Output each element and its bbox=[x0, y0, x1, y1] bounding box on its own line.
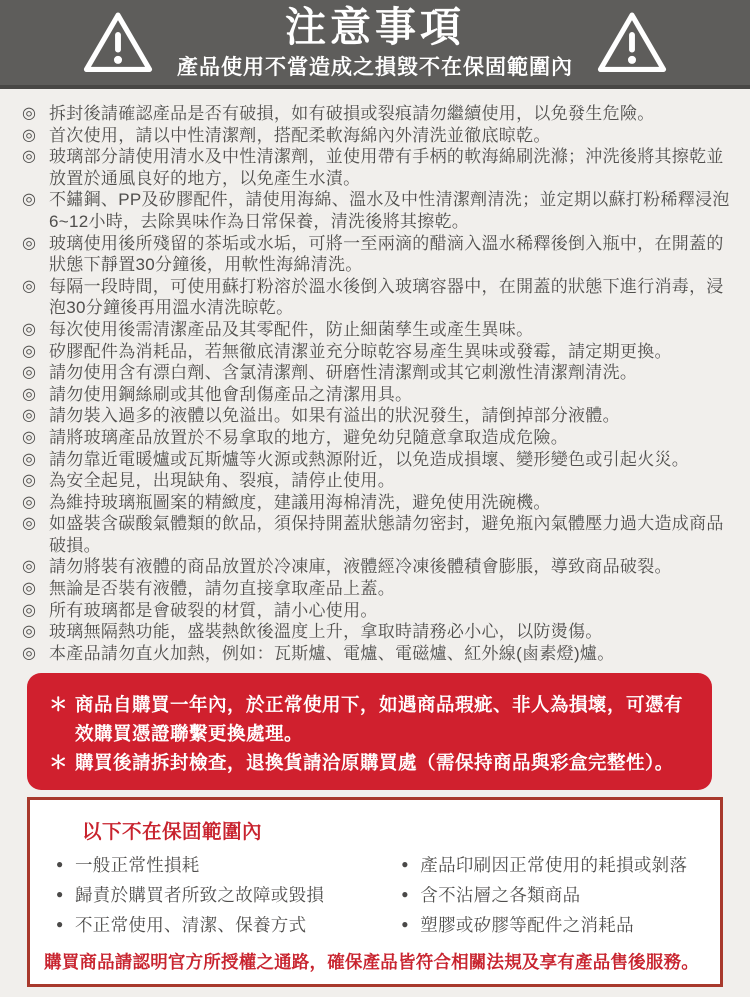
note-text: 請勿使用含有漂白劑、含氯清潔劑、研磨性清潔劑或其它刺激性清潔劑清洗。 bbox=[49, 363, 638, 383]
exclusion-text: 塑膠或矽膠等配件之消耗品 bbox=[420, 915, 634, 936]
note-text: 請將玻璃產品放置於不易拿取的地方，避免幼兒隨意拿取造成危險。 bbox=[49, 427, 568, 447]
exclusions-title: 以下不在保固範圍內 bbox=[82, 821, 263, 844]
note-item bbox=[22, 449, 732, 471]
note-item bbox=[22, 103, 732, 125]
double-circle-bullet-icon: ◎ bbox=[22, 428, 37, 446]
note-text: 首次使用，請以中性清潔劑，搭配柔軟海綿內外清洗並徹底晾乾。 bbox=[49, 125, 551, 145]
header-text-block bbox=[177, 5, 573, 81]
note-text: 請勿裝入過多的液體以免溢出。如果有溢出的狀況發生，請倒掉部分液體。 bbox=[49, 406, 620, 426]
note-text: 玻璃部分請使用清水及中性清潔劑，並使用帶有手柄的軟海綿刷洗滌；沖洗後將其擦乾並放置於通風良好的地方，以免產生水漬。 bbox=[49, 147, 724, 188]
dot-bullet-icon: ● bbox=[56, 857, 64, 872]
exclusions-box bbox=[27, 797, 723, 987]
exclusion-item bbox=[387, 850, 706, 880]
dot-bullet-icon: ● bbox=[401, 887, 409, 902]
note-item bbox=[22, 513, 732, 556]
note-text: 無論是否裝有液體，請勿直接拿取產品上蓋。 bbox=[49, 579, 395, 599]
asterisk-bullet-icon: ＊ bbox=[49, 694, 69, 716]
exclusion-text: 一般正常性損耗 bbox=[75, 855, 200, 876]
note-text: 玻璃使用後所殘留的茶垢或水垢，可將一至兩滴的醋滴入溫水稀釋後倒入瓶中，在開蓋的狀態下靜置30分鐘後，用軟性海綿清洗。 bbox=[49, 233, 724, 275]
exclusions-left-column bbox=[42, 850, 387, 940]
note-text: 每隔一段時間，可使用蘇打粉溶於溫水後倒入玻璃容器中，在開蓋的狀態下進行消毒，浸泡30分鐘後再用溫水清洗晾乾。 bbox=[49, 276, 724, 318]
double-circle-bullet-icon: ◎ bbox=[22, 644, 37, 662]
double-circle-bullet-icon: ◎ bbox=[22, 472, 37, 490]
double-circle-bullet-icon: ◎ bbox=[22, 515, 37, 533]
double-circle-bullet-icon: ◎ bbox=[22, 493, 37, 511]
note-item bbox=[22, 125, 732, 147]
note-text: 玻璃無隔熱功能，盛裝熱飲後溫度上升，拿取時請務必小心，以防燙傷。 bbox=[49, 622, 603, 642]
double-circle-bullet-icon: ◎ bbox=[22, 558, 37, 576]
note-text: 為安全起見，出現缺角、裂痕，請停止使用。 bbox=[49, 471, 395, 491]
double-circle-bullet-icon: ◎ bbox=[22, 364, 37, 382]
note-item bbox=[22, 427, 732, 449]
note-item bbox=[22, 341, 732, 363]
double-circle-bullet-icon: ◎ bbox=[22, 623, 37, 641]
warning-triangle-icon bbox=[81, 10, 155, 76]
note-item bbox=[22, 319, 732, 341]
note-item bbox=[22, 470, 732, 492]
note-item bbox=[22, 233, 732, 276]
dot-bullet-icon: ● bbox=[401, 857, 409, 872]
note-text: 請勿靠近電暖爐或瓦斯爐等火源或熱源附近，以免造成損壞、變形變色或引起火災。 bbox=[49, 449, 690, 469]
note-text: 拆封後請確認產品是否有破損，如有破損或裂痕請勿繼續使用，以免發生危險。 bbox=[49, 104, 655, 123]
note-item bbox=[22, 578, 732, 600]
exclusion-item bbox=[42, 910, 387, 940]
double-circle-bullet-icon: ◎ bbox=[22, 105, 37, 122]
note-item bbox=[22, 384, 732, 406]
note-text: 請勿使用鋼絲刷或其他會刮傷產品之清潔用具。 bbox=[49, 384, 413, 404]
warning-triangle-icon bbox=[595, 10, 669, 76]
exclusion-item bbox=[387, 910, 706, 940]
warranty-text: 商品自購買一年內，於正常使用下，如遇商品瑕疵、非人為損壞，可憑有效購買憑證聯繫更換處理。 bbox=[75, 694, 684, 745]
note-item bbox=[22, 189, 732, 232]
note-item bbox=[22, 405, 732, 427]
double-circle-bullet-icon: ◎ bbox=[22, 126, 37, 144]
double-circle-bullet-icon: ◎ bbox=[22, 580, 37, 598]
authorized-channel-notice: 購買商品請認明官方所授權之通路，確保產品皆符合相關法規及享有產品售後服務。 bbox=[44, 952, 699, 973]
note-item bbox=[22, 146, 732, 189]
note-text: 所有玻璃都是會破裂的材質，請小心使用。 bbox=[49, 600, 378, 620]
notice-header bbox=[0, 0, 750, 89]
note-item bbox=[22, 643, 732, 665]
exclusion-item bbox=[42, 850, 387, 880]
exclusion-text: 產品印刷因正常使用的耗損或剝落 bbox=[420, 855, 688, 876]
note-text: 本產品請勿直火加熱，例如：瓦斯爐、電爐、電磁爐、紅外線(鹵素燈)爐。 bbox=[49, 643, 615, 663]
dot-bullet-icon: ● bbox=[401, 917, 409, 932]
exclusion-text: 不正常使用、清潔、保養方式 bbox=[75, 915, 307, 936]
asterisk-bullet-icon: ＊ bbox=[49, 752, 69, 774]
exclusion-text: 歸責於購買者所致之故障或毀損 bbox=[75, 885, 325, 906]
warranty-item bbox=[49, 748, 690, 777]
note-text: 矽膠配件為消耗品，若無徹底清潔並充分晾乾容易產生異味或發霉，請定期更換。 bbox=[49, 341, 672, 361]
note-item bbox=[22, 492, 732, 514]
note-text: 每次使用後需清潔產品及其零配件，防止細菌孳生或產生異味。 bbox=[49, 319, 534, 339]
double-circle-bullet-icon: ◎ bbox=[22, 342, 37, 360]
exclusions-right-column bbox=[387, 850, 706, 940]
note-text: 不鏽鋼、PP及矽膠配件，請使用海綿、溫水及中性清潔劑清洗；並定期以蘇打粉稀釋浸泡6~12小時，去除異味作為日常保養，清洗後將其擦乾。 bbox=[49, 190, 730, 231]
dot-bullet-icon: ● bbox=[56, 887, 64, 902]
double-circle-bullet-icon: ◎ bbox=[22, 277, 37, 295]
note-item bbox=[22, 276, 732, 319]
page-subtitle: 產品使用不當造成之損毀不在保固範圍內 bbox=[177, 55, 573, 79]
double-circle-bullet-icon: ◎ bbox=[22, 148, 37, 166]
exclusion-item bbox=[387, 880, 706, 910]
note-text: 如盛裝含碳酸氣體類的飲品，須保持開蓋狀態請勿密封，避免瓶內氣體壓力過大造成商品破損。 bbox=[49, 514, 724, 555]
double-circle-bullet-icon: ◎ bbox=[22, 191, 37, 209]
note-item bbox=[22, 600, 732, 622]
care-notes-list bbox=[0, 89, 750, 664]
note-text: 為維持玻璃瓶圖案的精緻度，建議用海棉清洗，避免使用洗碗機。 bbox=[49, 492, 551, 512]
exclusions-columns bbox=[42, 850, 706, 940]
warranty-text: 購買後請拆封檢查，退換貨請洽原購買處（需保持商品與彩盒完整性）。 bbox=[75, 752, 674, 774]
warranty-item bbox=[49, 690, 690, 748]
double-circle-bullet-icon: ◎ bbox=[22, 234, 37, 252]
warranty-banner bbox=[27, 673, 712, 790]
note-item bbox=[22, 556, 732, 578]
exclusion-item bbox=[42, 880, 387, 910]
double-circle-bullet-icon: ◎ bbox=[22, 320, 37, 338]
page-title: 注意事項 bbox=[285, 3, 465, 50]
double-circle-bullet-icon: ◎ bbox=[22, 450, 37, 468]
note-item bbox=[22, 621, 732, 643]
exclusion-text: 含不沾層之各類商品 bbox=[420, 885, 581, 906]
note-text: 請勿將裝有液體的商品放置於冷凍庫，液體經冷凍後體積會膨脹，導致商品破裂。 bbox=[49, 557, 672, 577]
dot-bullet-icon: ● bbox=[56, 917, 64, 932]
double-circle-bullet-icon: ◎ bbox=[22, 385, 37, 403]
double-circle-bullet-icon: ◎ bbox=[22, 601, 37, 619]
note-item bbox=[22, 362, 732, 384]
double-circle-bullet-icon: ◎ bbox=[22, 407, 37, 425]
